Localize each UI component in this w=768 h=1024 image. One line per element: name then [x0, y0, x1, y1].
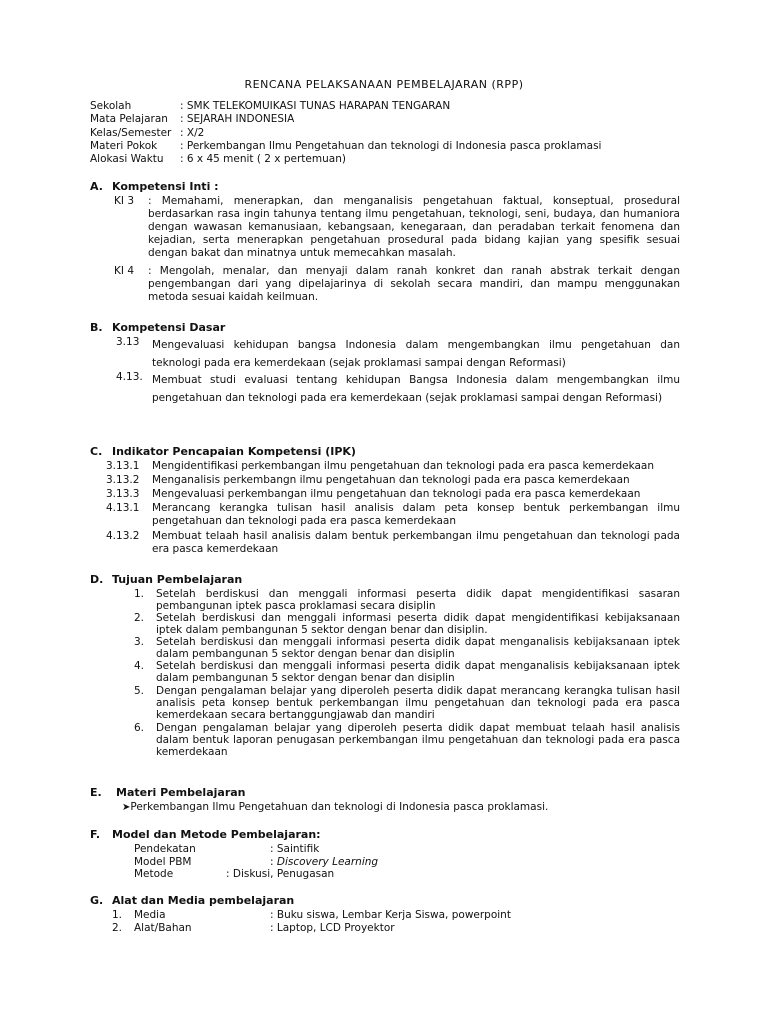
section-letter: G.: [90, 894, 104, 907]
media-number: 2.: [112, 922, 123, 934]
section-g-heading: [90, 894, 294, 907]
objective-text: Setelah berdiskusi dan menggali informasi peserta didik dapat mengidentifikasi sasaran pembangunan iptek pasca proklamasi secara disiplin: [156, 588, 680, 613]
ki-text: : Mengolah, menalar, dan menyaji dalam ranah konkret dan ranah abstrak terkait dengan pengembangan dari yang dipelajarinya di sekolah secara mandiri, dan mampu menggunakan metoda sesuai kaidah keilmuan.: [148, 265, 680, 303]
section-letter: C.: [90, 445, 103, 458]
material-text: Perkembangan Ilmu Pengetahuan dan teknologi di Indonesia pasca proklamasi.: [130, 801, 549, 813]
ipk-text: Menganalisis perkembangn ilmu pengetahuan dan teknologi pada era pasca kemerdekaan: [152, 474, 630, 486]
objective-number: 4.: [134, 660, 145, 672]
ipk-text: Membuat telaah hasil analisis dalam bentuk perkembangan ilmu pengetahuan dan teknologi pada era pasca kemerdekaan: [152, 530, 680, 555]
objective-item: [134, 588, 680, 612]
section-title: Model dan Metode Pembelajaran:: [112, 828, 321, 841]
section-e-heading: [90, 786, 246, 799]
method-value: : Saintifik: [270, 843, 320, 855]
method-key: Pendekatan: [134, 843, 196, 855]
meta-row-topic: [90, 140, 601, 153]
section-b-heading: [90, 321, 225, 334]
meta-row-subject: [90, 113, 601, 126]
method-value: : Diskusi, Penugasan: [226, 868, 335, 880]
ipk-text: Mengevaluasi perkembangan ilmu pengetahuan dan teknologi pada era pasca kemerdekaan: [152, 488, 641, 500]
ipk-text: Merancang kerangka tulisan hasil analisis dalam peta konsep bentuk perkembangan ilmu pengetahuan dan teknologi pada era pasca kemerdekaan: [152, 502, 680, 527]
kd-text: Membuat studi evaluasi tentang kehidupan Bangsa Indonesia dalam mengembangkan ilmu pengetahuan dan teknologi pada era kemerdekaan (sejak proklamasi sampai dengan Reformasi): [152, 374, 680, 404]
media-key: Alat/Bahan: [134, 922, 192, 934]
section-f-heading: [90, 828, 321, 841]
kd-item: [116, 336, 680, 372]
meta-value: : 6 x 45 menit ( 2 x pertemuan): [180, 153, 346, 166]
method-key: Metode: [134, 868, 174, 880]
objective-text: Setelah berdiskusi dan menggali informasi peserta didik dapat menganalisis kebijaksanaan iptek dalam pembangunan 5 sektor dengan benar dan disiplin: [156, 660, 680, 685]
objective-item: [134, 660, 680, 684]
objective-item: [134, 612, 680, 636]
section-letter: B.: [90, 321, 103, 334]
media-number: 1.: [112, 909, 123, 921]
media-value: : Laptop, LCD Proyektor: [270, 922, 395, 934]
section-letter: E.: [90, 786, 102, 799]
section-c-heading: [90, 445, 356, 458]
objective-number: 1.: [134, 588, 145, 600]
section-title: Materi Pembelajaran: [116, 786, 246, 799]
objective-item: [134, 636, 680, 660]
media-key: Media: [134, 909, 166, 921]
meta-row-school: [90, 100, 601, 113]
meta-row-class: [90, 127, 601, 140]
kd-item: [116, 371, 680, 407]
section-a-heading: [90, 180, 219, 193]
ipk-code: 4.13.2: [106, 530, 140, 542]
kd-text: Mengevaluasi kehidupan bangsa Indonesia dalam mengembangkan ilmu pengetahuan dan teknologi pada era kemerdekaan (sejak proklamasi sampai dengan Reformasi): [152, 339, 680, 369]
section-title: Tujuan Pembelajaran: [112, 573, 243, 586]
section-letter: F.: [90, 828, 101, 841]
objective-text: Dengan pengalaman belajar yang diperoleh peserta didik dapat membuat telaah hasil analisis dalam bentuk laporan penugasan perkembangan ilmu pengetahuan dan teknologi pada era pasca kemerdekaan: [156, 722, 680, 759]
section-title: Alat dan Media pembelajaran: [112, 894, 295, 907]
kd-code: 3.13: [116, 336, 140, 348]
ipk-item: [106, 530, 680, 556]
meta-key: Mata Pelajaran: [90, 113, 168, 126]
ipk-item: [106, 488, 680, 501]
ki-code: KI 3: [114, 195, 135, 207]
ki-item: [114, 195, 680, 260]
objective-item: [134, 685, 680, 722]
ipk-item: [106, 502, 680, 528]
document-title: RENCANA PELAKSANAAN PEMBELAJARAN (RPP): [244, 78, 524, 91]
ki-text: : Memahami, menerapkan, dan menganalisis pengetahuan faktual, konseptual, prosedural berdasarkan rasa ingin tahunya tentang ilmu pengetahuan, teknologi, seni, budaya, dan humaniora dengan wawasan kemanusiaan, kebangsaan, kenegaraan, dan peradaban terkait fenomena dan kejadian, serta menerapkan pengetahuan prosedural pada bidang kajian yang spesifik sesuai dengan bakat dan minatnya untuk memecahkan masalah.: [148, 195, 680, 259]
objective-number: 5.: [134, 685, 145, 697]
meta-value: : SEJARAH INDONESIA: [180, 113, 295, 126]
ipk-code: 3.13.1: [106, 460, 140, 472]
meta-key: Alokasi Waktu: [90, 153, 164, 166]
kd-code: 4.13.: [116, 371, 143, 383]
objective-number: 2.: [134, 612, 145, 624]
meta-value: : SMK TELEKOMUIKASI TUNAS HARAPAN TENGARAN: [180, 100, 451, 112]
header-metadata: [90, 100, 601, 166]
objective-text: Dengan pengalaman belajar yang diperoleh peserta didik dapat merancang kerangka tulisan hasil analisis peta konsep bentuk perkembangan ilmu pengetahuan dan teknologi pada era pasca kemerdekaan secara bertanggungjawab dan mandiri: [156, 685, 680, 722]
ipk-code: 3.13.3: [106, 488, 140, 500]
ipk-code: 3.13.2: [106, 474, 140, 486]
ipk-item: [106, 460, 680, 473]
section-title: Kompetensi Inti :: [112, 180, 219, 193]
section-letter: D.: [90, 573, 104, 586]
objective-item: [134, 722, 680, 759]
section-title: Kompetensi Dasar: [112, 321, 226, 334]
ipk-text: Mengidentifikasi perkembangan ilmu pengetahuan dan teknologi pada era pasca kemerdekaan: [152, 460, 654, 472]
objective-text: Setelah berdiskusi dan menggali informasi peserta didik dapat mengidentifikasi kebijaksanaan iptek dalam pembangunan 5 sektor dengan benar dan disiplin.: [156, 612, 680, 637]
media-value: : Buku siswa, Lembar Kerja Siswa, powerpoint: [270, 909, 511, 921]
method-value-italic: Discovery Learning: [276, 856, 379, 868]
meta-key: Kelas/Semester: [90, 126, 172, 139]
meta-key: Materi Pokok: [90, 139, 158, 152]
method-value-prefix: :: [270, 856, 277, 868]
arrow-bullet-icon: ➤: [122, 802, 131, 813]
meta-key: Sekolah: [90, 100, 132, 112]
objective-number: 3.: [134, 636, 145, 648]
section-title: Indikator Pencapaian Kompetensi (IPK): [112, 445, 356, 458]
method-key: Model PBM: [134, 856, 192, 868]
meta-value: : X/2: [180, 126, 205, 139]
objective-text: Setelah berdiskusi dan menggali informasi peserta didik dapat menganalisis kebijaksanaan iptek dalam pembangunan 5 sektor dengan benar dan disiplin: [156, 636, 680, 661]
ipk-code: 4.13.1: [106, 502, 140, 514]
ki-code: KI 4: [114, 265, 135, 277]
meta-row-time: [90, 153, 601, 166]
ki-item: [114, 265, 680, 304]
section-letter: A.: [90, 180, 103, 193]
meta-value: : Perkembangan Ilmu Pengetahuan dan teknologi di Indonesia pasca proklamasi: [180, 139, 602, 152]
material-item: [122, 801, 548, 814]
objective-number: 6.: [134, 722, 145, 734]
ipk-item: [106, 474, 680, 487]
section-d-heading: [90, 573, 242, 586]
